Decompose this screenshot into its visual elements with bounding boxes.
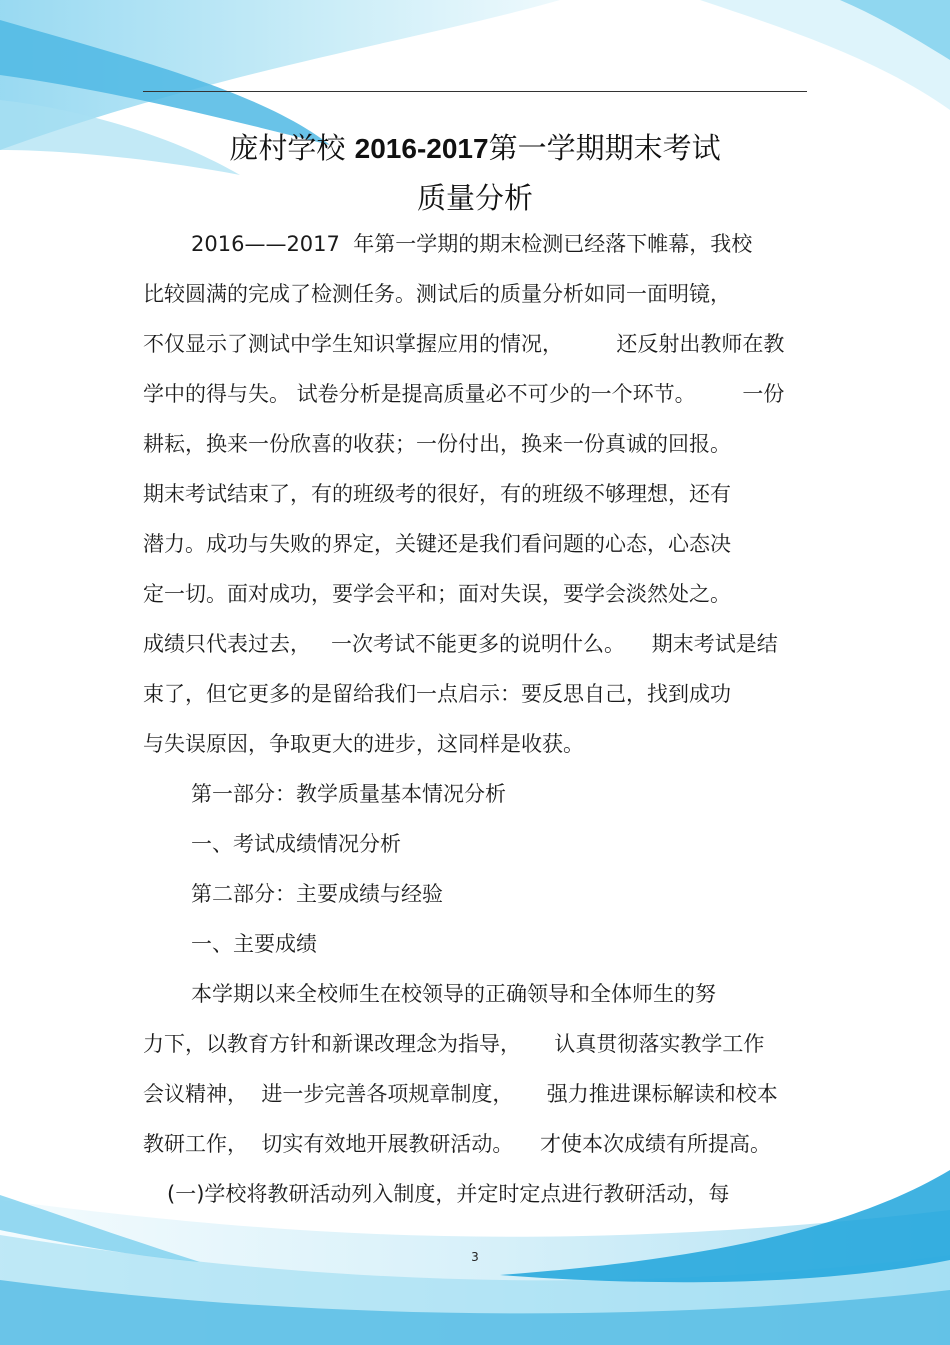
body-line: 不仅显示了测试中学生知识掌握应用的情况， 还反射出教师在教 <box>143 332 785 356</box>
body-line: 学中的得与失。 试卷分析是提高质量必不可少的一个环节。 一份 <box>143 382 785 406</box>
body-line: 束了，但它更多的是留给我们一点启示：要反思自己，找到成功 <box>143 682 731 706</box>
document-title <box>0 126 950 167</box>
title-rest: 第一学期期末考试 <box>488 131 721 165</box>
body-line: 力下，以教育方针和新课改理念为指导， 认真贯彻落实教学工作 <box>143 1032 765 1056</box>
body-line: 会议精神， 进一步完善各项规章制度， 强力推进课标解读和校本 <box>143 1082 778 1106</box>
body-line: 潜力。成功与失败的界定，关键还是我们看问题的心态，心态决 <box>143 532 731 556</box>
body-line: 2016——2017 年第一学期的期末检测已经落下帷幕，我校 <box>191 232 753 256</box>
body-line: 耕耘，换来一份欣喜的收获；一份付出，换来一份真诚的回报。 <box>143 432 731 456</box>
subsection-heading: 一、考试成绩情况分析 <box>191 832 401 856</box>
body-line: 定一切。面对成功，要学会平和；面对失误，要学会淡然处之。 <box>143 582 731 606</box>
body-line: 比较圆满的完成了检测任务。测试后的质量分析如同一面明镜， <box>143 282 731 306</box>
page-number: 3 <box>471 1250 479 1264</box>
subsection-heading: 一、主要成绩 <box>191 932 317 956</box>
section-heading: 第二部分：主要成绩与经验 <box>191 882 443 906</box>
document-title-line2: 质量分析 <box>416 181 533 215</box>
header-rule <box>143 91 807 92</box>
body-line: 教研工作， 切实有效地开展教研活动。 才使本次成绩有所提高。 <box>143 1132 772 1156</box>
body-line: 成绩只代表过去， 一次考试不能更多的说明什么。 期末考试是结 <box>143 632 778 656</box>
section-heading: 第一部分：教学质量基本情况分析 <box>191 782 506 806</box>
title-years: 2016-2017 <box>354 133 489 164</box>
body-line: 期末考试结束了，有的班级考的很好，有的班级不够理想，还有 <box>143 482 731 506</box>
body-line: (一)学校将教研活动列入制度，并定时定点进行教研活动，每 <box>167 1182 730 1206</box>
body-line: 本学期以来全校师生在校领导的正确领导和全体师生的努 <box>191 982 716 1006</box>
body-line: 与失误原因，争取更大的进步，这同样是收获。 <box>143 732 584 756</box>
title-school: 庞村学校 <box>229 131 346 165</box>
